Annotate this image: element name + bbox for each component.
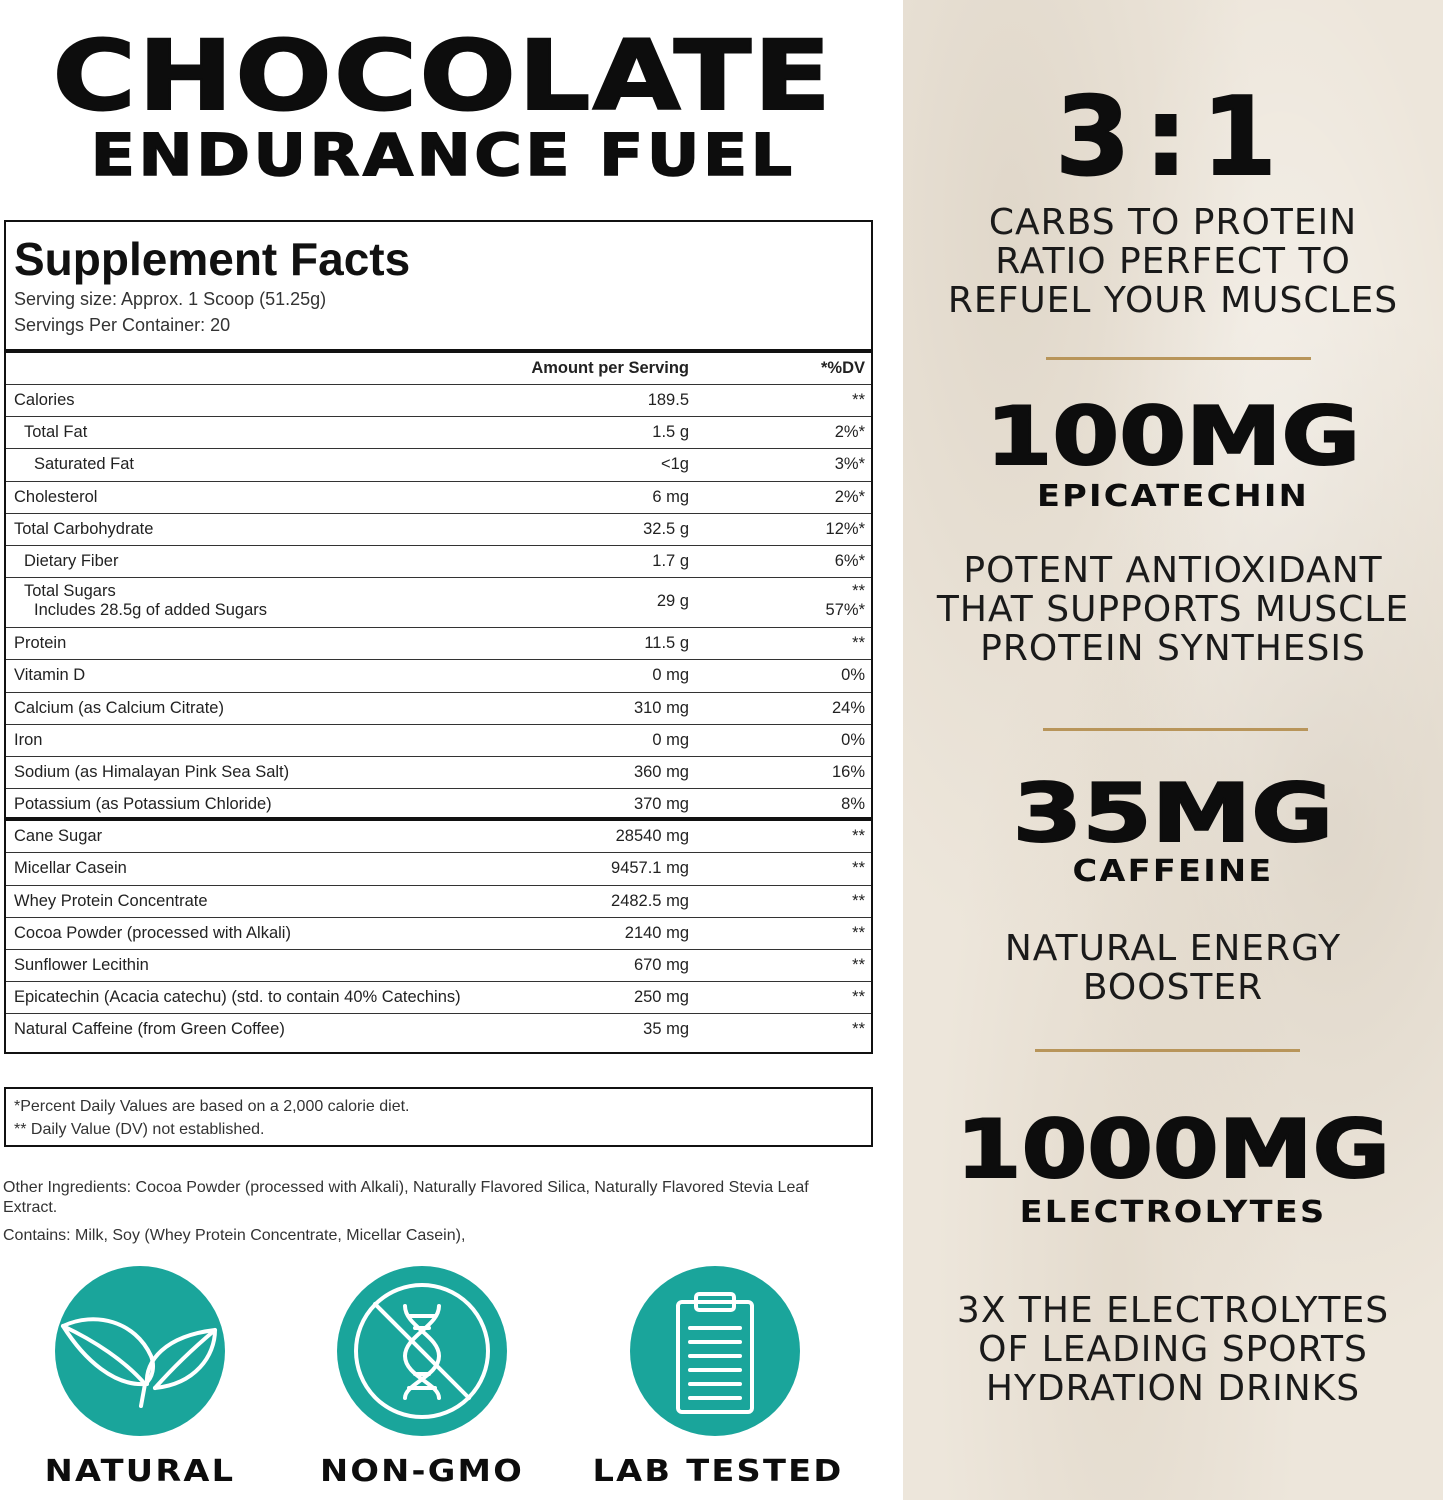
nutrient-amount: <1g	[661, 455, 689, 474]
epicatechin-label: EPICATECHIN	[1036, 479, 1310, 514]
table-row	[6, 789, 871, 821]
table-row	[6, 449, 871, 481]
nutrient-dv: 8%	[841, 795, 865, 814]
caffeine-value: 35MG	[1012, 767, 1334, 860]
table-row	[6, 514, 871, 546]
table-row	[6, 982, 871, 1014]
table-row	[6, 546, 871, 578]
nutrient-dv	[826, 582, 865, 620]
ingredient-dv: **	[852, 859, 865, 878]
nutrient-name: Saturated Fat	[34, 455, 134, 474]
highlights-panel	[903, 0, 1443, 1500]
caffeine-desc-2: BOOSTER	[1082, 967, 1264, 1008]
caffeine-desc-1: NATURAL ENERGY	[1004, 928, 1342, 969]
nutrient-amount: 11.5 g	[644, 634, 689, 653]
ingredient-name: Whey Protein Concentrate	[14, 891, 208, 910]
nutrient-dv: 0%	[841, 730, 865, 749]
dv-note-1: *Percent Daily Values are based on a 2,000 calorie diet.	[14, 1098, 410, 1115]
nutrient-name: Total Fat	[24, 423, 88, 442]
table-row	[6, 1014, 871, 1046]
clipboard-icon	[630, 1266, 800, 1436]
table-row	[6, 821, 871, 853]
ingredient-amount: 2140 mg	[624, 923, 689, 942]
no-dna-icon	[337, 1266, 507, 1436]
nutrient-name: Iron	[14, 730, 43, 749]
caffeine-label: CAFFEINE	[1072, 854, 1274, 889]
ingredient-dv: **	[852, 956, 865, 974]
nutrient-amount: 1.7 g	[652, 551, 689, 570]
table-row	[6, 918, 871, 950]
ingredient-dv: **	[852, 891, 865, 910]
nutrient-dv: 12%*	[825, 519, 865, 538]
servings-per-container: Servings Per Container: 20	[14, 315, 231, 335]
table-row	[6, 660, 871, 692]
ingredient-amount: 35 mg	[643, 1020, 689, 1039]
dv-notes	[4, 1087, 873, 1147]
table-row	[6, 482, 871, 514]
facts-header	[6, 222, 871, 353]
nutrient-dv: 3%*	[834, 455, 865, 474]
ingredient-amount: 2482.5 mg	[611, 891, 689, 910]
nutrient-amount: 0 mg	[652, 666, 689, 685]
nutrient-name: Dietary Fiber	[24, 551, 119, 570]
table-row	[6, 578, 871, 628]
ingredient-amount: 670 mg	[633, 956, 689, 974]
table-row	[6, 886, 871, 918]
electrolytes-desc-2: OF LEADING SPORTS	[978, 1329, 1368, 1370]
ingredient-name: Cane Sugar	[14, 827, 103, 846]
nutrient-name: Vitamin D	[14, 666, 86, 685]
table-row	[6, 950, 871, 982]
ingredient-dv: **	[852, 988, 865, 1007]
ratio-value: 3:1	[1055, 75, 1291, 200]
ingredient-dv: **	[852, 827, 865, 846]
nutrient-dv: **	[852, 634, 865, 653]
nutrient-name: Calcium (as Calcium Citrate)	[14, 698, 224, 717]
nutrient-dv: **	[852, 391, 865, 409]
electrolytes-desc-3: HYDRATION DRINKS	[985, 1368, 1361, 1409]
nutrient-dv: 2%*	[834, 423, 865, 442]
ingredient-name: Sunflower Lecithin	[14, 956, 149, 974]
nutrient-name	[24, 582, 267, 620]
ingredient-amount: 9457.1 mg	[611, 859, 689, 878]
ingredient-name: Micellar Casein	[14, 859, 127, 878]
divider-1	[1046, 357, 1311, 360]
col-dv-header: *%DV	[820, 359, 865, 377]
badge-label-non-gmo: NON-GMO	[319, 1454, 525, 1489]
divider-3	[1035, 1049, 1300, 1052]
electrolytes-desc-1: 3X THE ELECTROLYTES	[956, 1290, 1390, 1331]
ingredient-name: Cocoa Powder (processed with Alkali)	[14, 923, 291, 942]
nutrient-name: Calories	[14, 391, 75, 409]
ingredient-name: Epicatechin (Acacia catechu) (std. to contain 40% Catechins)	[14, 988, 461, 1007]
ratio-desc-1: CARBS TO PROTEIN	[988, 202, 1358, 243]
nutrient-amount: 360 mg	[633, 762, 689, 781]
ingredient-name: Natural Caffeine (from Green Coffee)	[14, 1020, 285, 1039]
table-row	[6, 725, 871, 757]
nutrient-name: Cholesterol	[14, 487, 98, 506]
nutrient-amount: 370 mg	[633, 795, 689, 814]
nutrient-amount: 6 mg	[652, 487, 689, 506]
badge-label-natural: NATURAL	[44, 1454, 236, 1489]
serving-size: Serving size: Approx. 1 Scoop (51.25g)	[14, 289, 327, 309]
ingredient-amount: 28540 mg	[615, 827, 689, 846]
table-row	[6, 628, 871, 660]
product-title-line2: ENDURANCE FUEL	[90, 121, 796, 189]
ratio-desc-2: RATIO PERFECT TO	[995, 241, 1351, 282]
nutrient-amount: 29 g	[656, 592, 689, 611]
allergen-contains: Contains: Milk, Soy (Whey Protein Concentrate, Micellar Casein),	[3, 1227, 466, 1244]
nutrient-dv: 0%	[841, 666, 865, 685]
nutrient-dv: 2%*	[834, 487, 865, 506]
nutrient-dv: 16%	[831, 762, 865, 781]
electrolytes-label: ELECTROLYTES	[1019, 1195, 1327, 1230]
nutrient-name-line2: Includes 28.5g of added Sugars	[34, 601, 268, 620]
ingredient-dv: **	[852, 1020, 865, 1039]
nutrient-dv-line1: **	[852, 582, 865, 601]
epicatechin-desc-2: THAT SUPPORTS MUSCLE	[936, 589, 1410, 630]
lab-tested-badge	[630, 1266, 800, 1436]
electrolytes-value: 1000MG	[955, 1103, 1391, 1196]
ingredient-amount: 250 mg	[633, 988, 689, 1007]
nutrient-dv-line2: 57%*	[825, 601, 865, 620]
nutrient-amount: 0 mg	[652, 730, 689, 749]
nutrient-amount: 189.5	[647, 391, 689, 409]
product-title-line1: CHOCOLATE	[52, 20, 834, 132]
badge-label-lab-tested: LAB TESTED	[592, 1454, 844, 1489]
nutrient-name-line1: Total Sugars	[24, 582, 116, 601]
epicatechin-desc-3: PROTEIN SYNTHESIS	[980, 628, 1366, 669]
ingredient-dv: **	[852, 923, 865, 942]
nutrient-amount: 1.5 g	[652, 423, 689, 442]
nutrient-name: Sodium (as Himalayan Pink Sea Salt)	[14, 762, 290, 781]
table-row	[6, 385, 871, 417]
facts-title: Supplement Facts	[14, 233, 411, 285]
dv-note-2: ** Daily Value (DV) not established.	[14, 1121, 265, 1138]
col-amount-header: Amount per Serving	[531, 359, 689, 377]
non-gmo-badge	[337, 1266, 507, 1436]
nutrient-amount: 310 mg	[633, 698, 689, 717]
facts-column-header	[6, 353, 871, 385]
table-row	[6, 417, 871, 449]
epicatechin-desc-1: POTENT ANTIOXIDANT	[963, 550, 1383, 591]
nutrient-name: Potassium (as Potassium Chloride)	[14, 795, 272, 814]
epicatechin-value: 100MG	[985, 390, 1361, 483]
divider-2	[1043, 728, 1308, 731]
ratio-desc-3: REFUEL YOUR MUSCLES	[947, 280, 1399, 321]
table-row	[6, 757, 871, 789]
nutrient-amount: 32.5 g	[643, 519, 689, 538]
leaf-icon	[55, 1266, 225, 1436]
supplement-facts-panel	[4, 220, 873, 1054]
nutrient-name: Total Carbohydrate	[14, 519, 154, 538]
nutrient-dv: 24%	[831, 698, 865, 717]
natural-badge	[55, 1266, 225, 1436]
other-ingredients: Other Ingredients: Cocoa Powder (processed with Alkali), Naturally Flavored Silica, Naturally Flavored Stevia Leaf Extract.	[3, 1179, 809, 1216]
nutrient-dv: 6%*	[834, 551, 865, 570]
table-row	[6, 853, 871, 885]
table-row	[6, 693, 871, 725]
nutrient-name: Protein	[14, 634, 67, 653]
